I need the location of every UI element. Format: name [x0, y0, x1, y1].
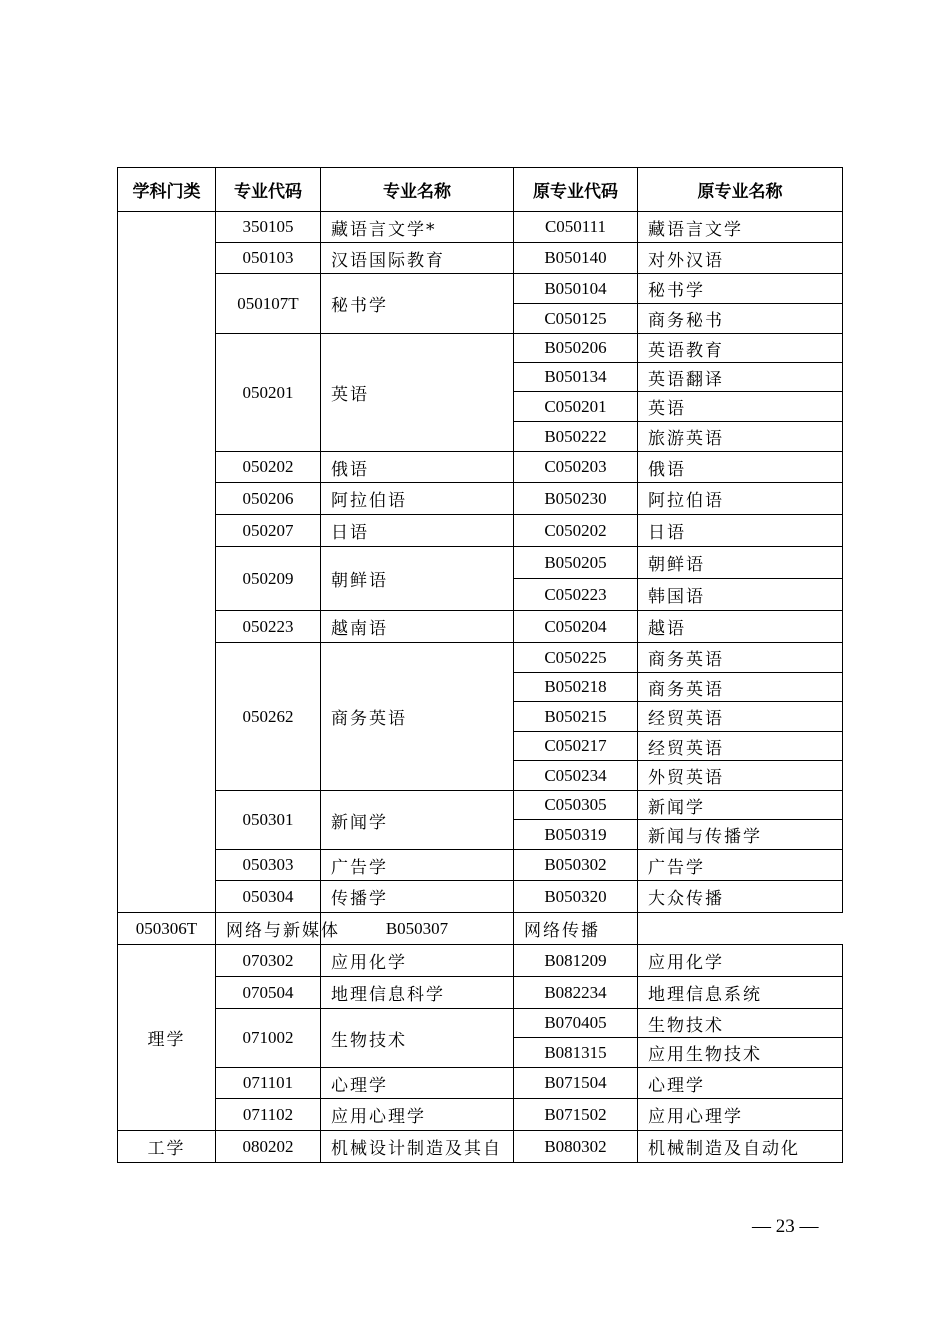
major-name: 俄语: [321, 452, 514, 483]
old-name: 生物技术: [638, 1009, 843, 1038]
table-row: [118, 1131, 843, 1163]
old-name: 商务英语: [638, 643, 843, 673]
old-code: B050206: [514, 334, 638, 363]
table-row: [118, 791, 843, 820]
old-name: 外贸英语: [638, 761, 843, 791]
old-code: B050134: [514, 363, 638, 392]
old-code: B081315: [514, 1038, 638, 1068]
old-name: 秘书学: [638, 274, 843, 304]
major-name: 越南语: [321, 611, 514, 643]
table-row: [118, 1009, 843, 1038]
header-old-name: 原专业名称: [638, 168, 843, 212]
table-row: [118, 913, 843, 945]
major-table: [117, 167, 843, 1163]
major-code: 050223: [216, 611, 321, 643]
old-name: 对外汉语: [638, 243, 843, 274]
old-name: 商务英语: [638, 673, 843, 702]
old-name: 机械制造及自动化: [638, 1131, 843, 1163]
table-row: [118, 643, 843, 673]
old-name: 英语翻译: [638, 363, 843, 392]
old-name: 广告学: [638, 850, 843, 881]
old-name: 经贸英语: [638, 702, 843, 732]
old-code: C050217: [514, 732, 638, 761]
major-name: 生物技术: [321, 1009, 514, 1068]
major-name: 地理信息科学: [321, 977, 514, 1009]
old-name: 朝鲜语: [638, 547, 843, 579]
old-code: C050201: [514, 392, 638, 422]
category-cell-blank: [118, 212, 216, 913]
major-name: 新闻学: [321, 791, 514, 850]
major-code: 050207: [216, 515, 321, 547]
major-name: 应用化学: [321, 945, 514, 977]
old-code: C050223: [514, 579, 638, 611]
major-code: 071102: [216, 1099, 321, 1131]
major-name: 汉语国际教育: [321, 243, 514, 274]
header-code: 专业代码: [216, 168, 321, 212]
old-code: B050230: [514, 483, 638, 515]
table-row: [118, 334, 843, 363]
old-code: B050140: [514, 243, 638, 274]
old-code: B050307: [321, 913, 514, 945]
old-code: B050320: [514, 881, 638, 913]
major-code: 080202: [216, 1131, 321, 1163]
table-row: [118, 243, 843, 274]
old-code: B050218: [514, 673, 638, 702]
old-name: 藏语言文学: [638, 212, 843, 243]
major-code: 070504: [216, 977, 321, 1009]
major-code: 050306T: [118, 913, 216, 945]
old-code: B050215: [514, 702, 638, 732]
old-code: C050125: [514, 304, 638, 334]
major-name: 秘书学: [321, 274, 514, 334]
table-row: [118, 483, 843, 515]
major-name: 机械设计制造及其自: [321, 1131, 514, 1163]
old-code: B070405: [514, 1009, 638, 1038]
old-code: B082234: [514, 977, 638, 1009]
old-code: C050225: [514, 643, 638, 673]
major-code: 050206: [216, 483, 321, 515]
major-code: 050304: [216, 881, 321, 913]
major-name: 广告学: [321, 850, 514, 881]
major-code: 050202: [216, 452, 321, 483]
old-code: B071502: [514, 1099, 638, 1131]
major-name: 心理学: [321, 1068, 514, 1099]
old-name: 地理信息系统: [638, 977, 843, 1009]
old-name: 英语教育: [638, 334, 843, 363]
major-name: 藏语言文学*: [321, 212, 514, 243]
old-name: 应用化学: [638, 945, 843, 977]
old-name: 日语: [638, 515, 843, 547]
table-row: [118, 881, 843, 913]
header-name: 专业名称: [321, 168, 514, 212]
major-code: 050301: [216, 791, 321, 850]
table-row: [118, 515, 843, 547]
old-code: C050202: [514, 515, 638, 547]
major-name: 传播学: [321, 881, 514, 913]
old-code: B071504: [514, 1068, 638, 1099]
old-name: 应用生物技术: [638, 1038, 843, 1068]
old-code: B050205: [514, 547, 638, 579]
major-code: 071002: [216, 1009, 321, 1068]
old-name: 经贸英语: [638, 732, 843, 761]
old-code: C050234: [514, 761, 638, 791]
major-code: 350105: [216, 212, 321, 243]
major-code: 050201: [216, 334, 321, 452]
old-name: 商务秘书: [638, 304, 843, 334]
table-row: [118, 611, 843, 643]
major-code: 050262: [216, 643, 321, 791]
old-code: B081209: [514, 945, 638, 977]
old-name: 俄语: [638, 452, 843, 483]
category-cell: 工学: [118, 1131, 216, 1163]
old-code: B050319: [514, 820, 638, 850]
header-old-code: 原专业代码: [514, 168, 638, 212]
table-row: [118, 1068, 843, 1099]
old-code: C050204: [514, 611, 638, 643]
table-row: [118, 452, 843, 483]
table-row: [118, 850, 843, 881]
table-row: [118, 274, 843, 304]
table-row: [118, 977, 843, 1009]
header-row: [118, 168, 843, 212]
major-name: 英语: [321, 334, 514, 452]
old-name: 网络传播: [514, 913, 638, 945]
header-category: 学科门类: [118, 168, 216, 212]
old-name: 越语: [638, 611, 843, 643]
table-row: [118, 1099, 843, 1131]
old-code: B050302: [514, 850, 638, 881]
category-cell: 理学: [118, 945, 216, 1131]
old-name: 韩国语: [638, 579, 843, 611]
major-name: 网络与新媒体: [216, 913, 321, 945]
old-name: 英语: [638, 392, 843, 422]
old-name: 旅游英语: [638, 422, 843, 452]
major-name: 应用心理学: [321, 1099, 514, 1131]
page-number: — 23 —: [752, 1216, 819, 1237]
table-row: [118, 547, 843, 579]
old-name: 新闻学: [638, 791, 843, 820]
major-code: 050107T: [216, 274, 321, 334]
old-name: 大众传播: [638, 881, 843, 913]
major-code: 050303: [216, 850, 321, 881]
major-code: 071101: [216, 1068, 321, 1099]
table-row: [118, 212, 843, 243]
old-name: 新闻与传播学: [638, 820, 843, 850]
old-code: C050111: [514, 212, 638, 243]
major-name: 朝鲜语: [321, 547, 514, 611]
old-code: B050222: [514, 422, 638, 452]
major-code: 050209: [216, 547, 321, 611]
major-code: 070302: [216, 945, 321, 977]
old-code: C050305: [514, 791, 638, 820]
old-name: 阿拉伯语: [638, 483, 843, 515]
old-name: 心理学: [638, 1068, 843, 1099]
major-name: 商务英语: [321, 643, 514, 791]
table-row: [118, 945, 843, 977]
old-name: 应用心理学: [638, 1099, 843, 1131]
major-code: 050103: [216, 243, 321, 274]
old-code: B050104: [514, 274, 638, 304]
old-code: C050203: [514, 452, 638, 483]
old-code: B080302: [514, 1131, 638, 1163]
major-name: 日语: [321, 515, 514, 547]
major-name: 阿拉伯语: [321, 483, 514, 515]
